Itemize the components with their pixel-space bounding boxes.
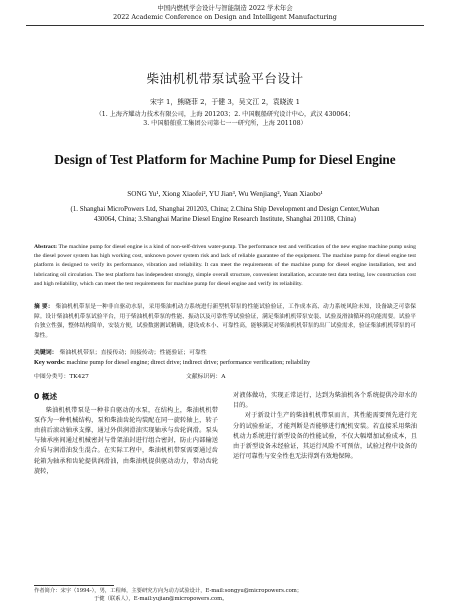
- english-title: Design of Test Platform for Machine Pump for Diesel Engine: [54, 152, 396, 167]
- english-affiliations: (1. Shanghai MicroPowers Ltd, Shanghai 201203, China; 2.China Ship Development and Design Center,Wuhan 430064, China; 3.Shanghai Marine Diesel Engine Research Institute, Shanghai 201108, China): [70, 206, 380, 223]
- english-abstract: [34, 243, 416, 289]
- chinese-authors: 宋宇 1，熊晓菲 2，于健 3，吴文江 2，袁晓波 1: [149, 98, 300, 106]
- english-keywords: [34, 359, 416, 366]
- right-column: [233, 391, 417, 463]
- chinese-abstract-label: 摘 要：: [34, 304, 54, 310]
- chinese-abstract-text: 柴油机机带泵是一种非自驱动水泵，采用柴油机动力系统进行新型机带泵的性能试验验证，工作成本高、动力系统风险未知，设备缺乏可靠保障。设计柴油机机带泵试验平台，用于柴油机机带泵的性能、振动以及可靠性等试验验证，满足柴油机机带泵安装、试验及滑油循环的功能需要。试验平台独立性强，整体结构简单，安装方便，试验数据测试精确，建设成本小、可靠性高，能够满足对柴油机机带泵的出厂试验需求，验证柴油机机带泵的可靠性。: [34, 304, 416, 340]
- english-authors: SONG Yu¹, Xiong Xiaofei², YU Jian³, Wu Wenjiang², Yuan Xiaobo¹: [127, 190, 323, 198]
- footnote-rule: [34, 585, 114, 586]
- english-keywords-text: machine pump for diesel engine; direct drive; indirect drive; performance verification; reliability: [66, 359, 311, 366]
- conference-header-cn: 中国内燃机学会设计与智能制造 2022 学术年会: [157, 4, 293, 12]
- chinese-affiliation-line: （1. 上海齐耀动力技术有限公司，上海 201203；2. 中国舰船研究设计中心，武汉 430064；: [95, 111, 355, 118]
- chinese-keywords-label: 关键词：: [34, 349, 58, 356]
- left-column: [34, 391, 218, 477]
- english-keywords-label: Key words:: [34, 359, 65, 366]
- classification-line: [34, 371, 416, 380]
- footnote-line: 作者简介：宋宇（1994-），男，工程师，主要研究方向为动力试验设计，E-mail:songyu@micropowers.com；: [34, 588, 303, 594]
- chinese-keywords: [34, 347, 416, 356]
- clc-number: 中图分类号：TK427: [34, 374, 89, 380]
- chinese-affiliation-line: 3. 中国船舶重工集团公司第七一一研究所，上海 201108）: [143, 120, 307, 128]
- document-code: 文献标识码：A: [185, 374, 226, 380]
- chinese-title: 柴油机机带泵试验平台设计: [146, 71, 304, 86]
- chinese-abstract: [34, 303, 416, 342]
- chinese-affiliations: [40, 110, 410, 129]
- header-rule: [26, 25, 424, 26]
- body-paragraph: 对液体做功，实现正常运行，达到为柴油机各个系统提供冷却水的目的。: [233, 392, 417, 410]
- chinese-keywords-text: 柴油机机带泵；直接传动；间接传动；性能验证；可靠性: [59, 350, 207, 356]
- body-paragraph: 对于新设计生产的柴油机机带泵而言，其性能需要预先进行充分的试验验证，才能判断是否能够进行配机安装。若直接采用柴油机动力系统进行新型设备的性能试验，不仅大幅增加试验成本，且由于新型设备未经验证，其运行风险不可预估，试验过程中设备的运行可靠性与安全性也无法得到有效地保障。: [233, 412, 417, 461]
- author-footnote: [34, 588, 416, 603]
- body-paragraph: 柴油机机带泵是一种非自驱动的水泵，在结构上，柴油机机带泵作为一种机械结构，泵和柴油齿轮均装配在同一旋转轴上，转子由前后滚动轴承支撑，通过外供润滑油实现轴承与齿轮润滑。泵头与轴承座间通过机械密封与骨架油封进行组合密封，防止内部输送介质与润滑油发生混合。在实际工程中，柴油机机带泵需要通过齿轮箱为轴承和齿轮提供润滑油，由柴油机提供驱动动力，带动齿轮旋转，: [34, 406, 218, 475]
- abstract-text: The machine pump for diesel engine is a kind of non-self-driven water-pump. The performance test and verification of the new engine machine pump using the diesel power system has high working cost, unknown power system risk and lack of reliable guarantee of the equipment. The machine pump for diesel engine test platform is designed to verify its performance, vibration and reliability. It can meet the requirements of the machine pump for diesel engine installation, test and lubricating oil circulation. The test platform has independent strongly, simple overall structure, convenient installation, accurate test data testing, low construction cost and high reliability, which can meet the test requirements for machine pump for diesel engine and verify its reliability.: [34, 244, 416, 287]
- footnote-line: 于健（联系人），E-mail:yujian@micropowers.com。: [94, 595, 228, 602]
- abstract-label: Abstract:: [34, 244, 58, 250]
- conference-header-en: 2022 Academic Conference on Design and Intelligent Manufacturing: [113, 13, 337, 21]
- section-heading: 0 概述: [34, 392, 58, 401]
